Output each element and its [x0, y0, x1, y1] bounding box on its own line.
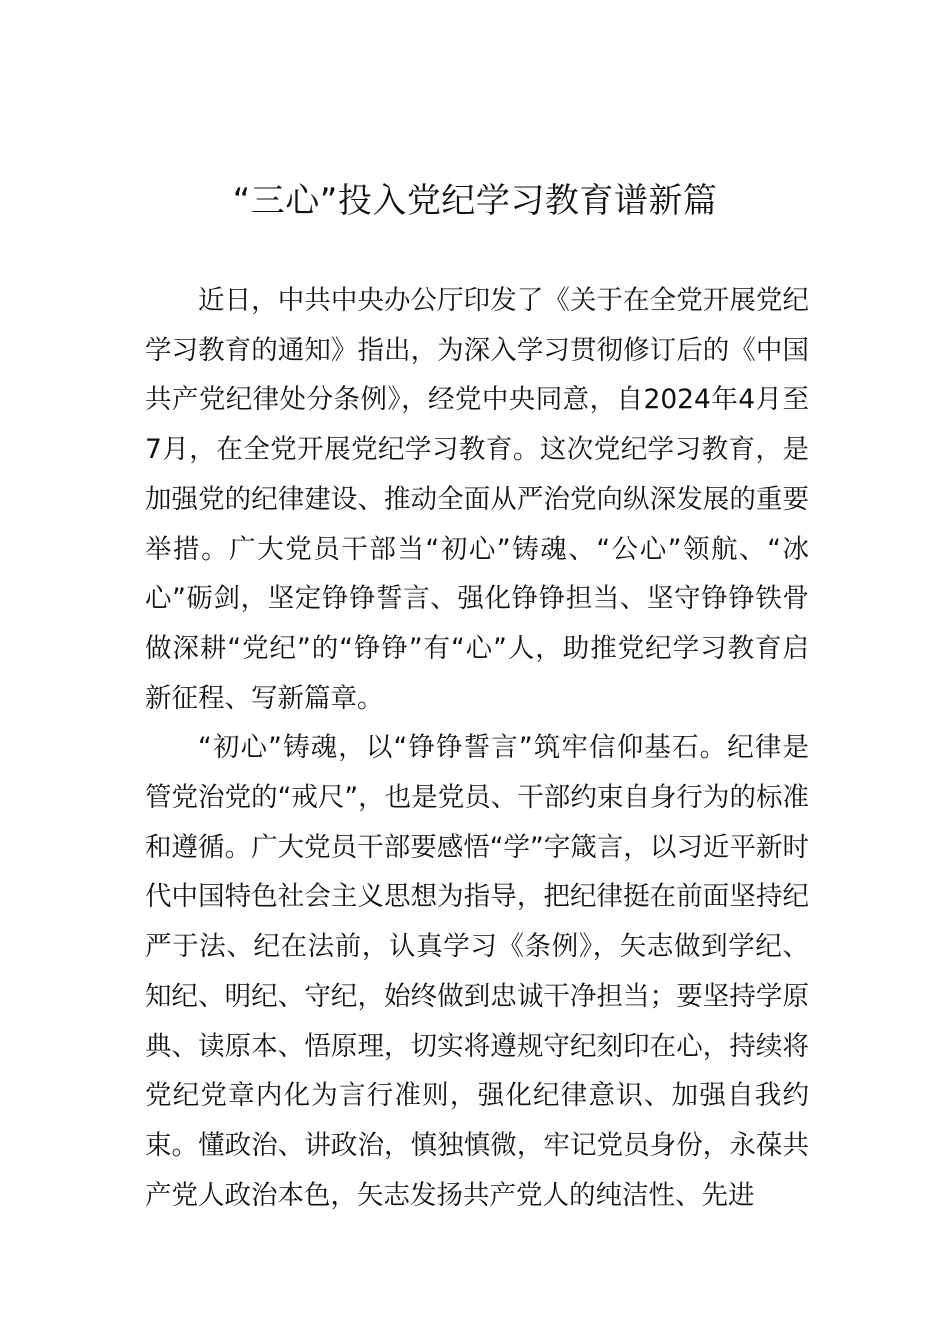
paragraph-intro: 近日，中共中央办公厅印发了《关于在全党开展党纪学习教育的通知》指出，为深入学习贯彻修订后的《中国共产党纪律处分条例》，经党中央同意，自2024年4月至7月，在全党开展党纪学习教育。这次党纪学习教育，是加强党的纪律建设、推动全面从严治党向纵深发展的重要举措。广大党员干部当“初心”铸魂、“公心”领航、“冰心”砺剑，坚定铮铮誓言、强化铮铮担当、坚守铮铮铁骨做深耕“党纪”的“铮铮”有“心”人，助推党纪学习教育启新征程、写新篇章。	[145, 285, 809, 714]
document-body	[145, 276, 809, 1220]
paragraph-initial-heart: “初心”铸魂，以“铮铮誓言”筑牢信仰基石。纪律是管党治党的“戒尺”，也是党员、干部约束自身行为的标准和遵循。广大党员干部要感悟“学”字箴言，以习近平新时代中国特色社会主义思想为指导，把纪律挺在前面坚持纪严于法、纪在法前，认真学习《条例》，矢志做到学纪、知纪、明纪、守纪，始终做到忠诚干净担当；要坚持学原典、读原本、悟原理，切实将遵规守纪刻印在心，持续将党纪党章内化为言行准则，强化纪律意识、加强自我约束。懂政治、讲政治，慎独慎微，牢记党员身份，永葆共产党人政治本色，矢志发扬共产党人的纯洁性、先进	[145, 732, 809, 1211]
document-title: “三心”投入党纪学习教育谱新篇	[232, 181, 718, 221]
